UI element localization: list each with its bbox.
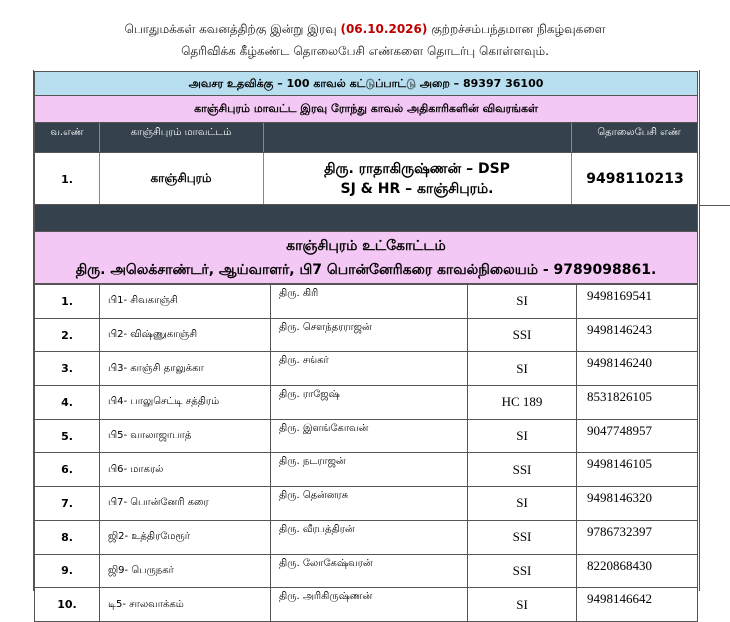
table-row xyxy=(35,285,698,319)
row-officer: திரு. சௌந்தரராஜன் xyxy=(271,318,468,352)
row-rank: SI xyxy=(468,588,577,622)
row-rank: SI xyxy=(468,419,577,453)
row-phone: 9786732397 xyxy=(577,520,698,554)
table-row xyxy=(35,318,698,352)
header-phone: தொலைபேசி எண் xyxy=(597,127,681,138)
header-sno: வ.எண் xyxy=(50,127,84,138)
row-phone: 9498146105 xyxy=(577,453,698,487)
row-station: பி7- பொன்னேரி கரை xyxy=(100,487,271,521)
notice-line-1 xyxy=(0,18,730,40)
subdivision-title: காஞ்சிபுரம் உட்கோட்டம் xyxy=(286,238,446,254)
row-station: பி2- விஷ்ணுகாஞ்சி xyxy=(100,318,271,352)
row-sno: 1. xyxy=(35,285,100,319)
dsp-sno: 1. xyxy=(61,172,73,186)
row-rank: SI xyxy=(468,352,577,386)
notice-text-continued: குற்றச்சம்பந்தமான நிகழ்வுகளை xyxy=(431,22,606,36)
dsp-row xyxy=(34,153,698,205)
row-rank: SSI xyxy=(468,554,577,588)
dsp-officer xyxy=(263,153,571,205)
row-rank: SSI xyxy=(468,520,577,554)
row-officer: திரு. வீரபத்திரன் xyxy=(271,520,468,554)
station-table xyxy=(34,284,698,622)
row-phone: 9498146320 xyxy=(577,487,698,521)
row-station: ஜி9- பெருநகர் xyxy=(100,554,271,588)
row-phone: 9498146240 xyxy=(577,352,698,386)
header-district: காஞ்சிபுரம் மாவட்டம் xyxy=(130,127,232,138)
row-rank: SI xyxy=(468,487,577,521)
row-officer: திரு. அரிகிருஷ்ணன் xyxy=(271,588,468,622)
table-title: காஞ்சிபுரம் மாவட்ட இரவு ரோந்து காவல் அதிகாரிகளின் விவரங்கள் xyxy=(34,96,698,123)
row-officer: திரு. இளங்கோவன் xyxy=(271,419,468,453)
row-sno: 6. xyxy=(35,453,100,487)
table-row xyxy=(35,588,698,622)
subdivision-inspector xyxy=(35,258,697,282)
row-phone: 8531826105 xyxy=(577,386,698,420)
row-sno: 7. xyxy=(35,487,100,521)
separator-bar xyxy=(34,205,698,232)
row-rank: SI xyxy=(468,285,577,319)
row-station: பி6- மாகரல் xyxy=(100,453,271,487)
row-rank: HC 189 xyxy=(468,386,577,420)
table-row xyxy=(35,386,698,420)
row-officer: திரு. லோகேஷ்வரன் xyxy=(271,554,468,588)
row-station: டி5- சாலவாக்கம் xyxy=(100,588,271,622)
public-notice xyxy=(0,18,730,62)
row-sno: 5. xyxy=(35,419,100,453)
row-sno: 3. xyxy=(35,352,100,386)
row-officer: திரு. ராஜேஷ் xyxy=(271,386,468,420)
dsp-phone: 9498110213 xyxy=(586,171,684,187)
table-header xyxy=(34,123,698,153)
row-officer: திரு. தென்னரசு xyxy=(271,487,468,521)
row-phone: 9498169541 xyxy=(577,285,698,319)
inspector-phone: 9789098861. xyxy=(553,262,657,278)
emergency-banner: அவசர உதவிக்கு – 100 காவல் கட்டுப்பாட்டு அறை – 89397 36100 xyxy=(34,71,698,96)
table-row xyxy=(35,419,698,453)
row-station: பி5- வாலாஜாபாத் xyxy=(100,419,271,453)
table-row xyxy=(35,487,698,521)
notice-date: (06.10.2026) xyxy=(340,22,428,36)
row-officer: திரு. கிரி xyxy=(271,285,468,319)
inspector-details: திரு. அலெக்சாண்டர், ஆய்வாளர், பி7 பொன்னேரிகரை காவல்நிலையம் - xyxy=(75,262,549,278)
row-sno: 2. xyxy=(35,318,100,352)
row-sno: 8. xyxy=(35,520,100,554)
row-sno: 9. xyxy=(35,554,100,588)
row-sno: 10. xyxy=(35,588,100,622)
row-phone: 9047748957 xyxy=(577,419,698,453)
notice-line-2: தெரிவிக்க கீழ்கண்ட தொலைபேசி எண்களை தொடர்பு கொள்ளவும். xyxy=(181,44,549,58)
row-officer: திரு. சங்கர் xyxy=(271,352,468,386)
dsp-officer-name: திரு. ராதாகிருஷ்ணன் – DSP xyxy=(324,161,510,177)
row-station: பி3- காஞ்சி தாலுக்கா xyxy=(100,352,271,386)
table-row xyxy=(35,453,698,487)
row-phone: 9498146642 xyxy=(577,588,698,622)
row-phone: 8220868430 xyxy=(577,554,698,588)
row-officer: திரு. நடராஜன் xyxy=(271,453,468,487)
row-station: பி1- சிவகாஞ்சி xyxy=(100,285,271,319)
dsp-district: காஞ்சிபுரம் xyxy=(150,171,212,185)
row-station: ஜி2- உத்திரமேரூர் xyxy=(100,520,271,554)
row-sno: 4. xyxy=(35,386,100,420)
dsp-officer-unit: SJ & HR – காஞ்சிபுரம். xyxy=(340,181,494,197)
row-station: பி4- பாலுசெட்டி சத்திரம் xyxy=(100,386,271,420)
cropped-heading xyxy=(0,0,730,6)
row-rank: SSI xyxy=(468,453,577,487)
subdivision-banner xyxy=(34,232,698,284)
notice-text: பொதுமக்கள் கவனத்திற்கு இன்று இரவு xyxy=(124,22,337,36)
row-rank: SSI xyxy=(468,318,577,352)
table-row xyxy=(35,554,698,588)
table-row xyxy=(35,352,698,386)
table-row xyxy=(35,520,698,554)
row-phone: 9498146243 xyxy=(577,318,698,352)
